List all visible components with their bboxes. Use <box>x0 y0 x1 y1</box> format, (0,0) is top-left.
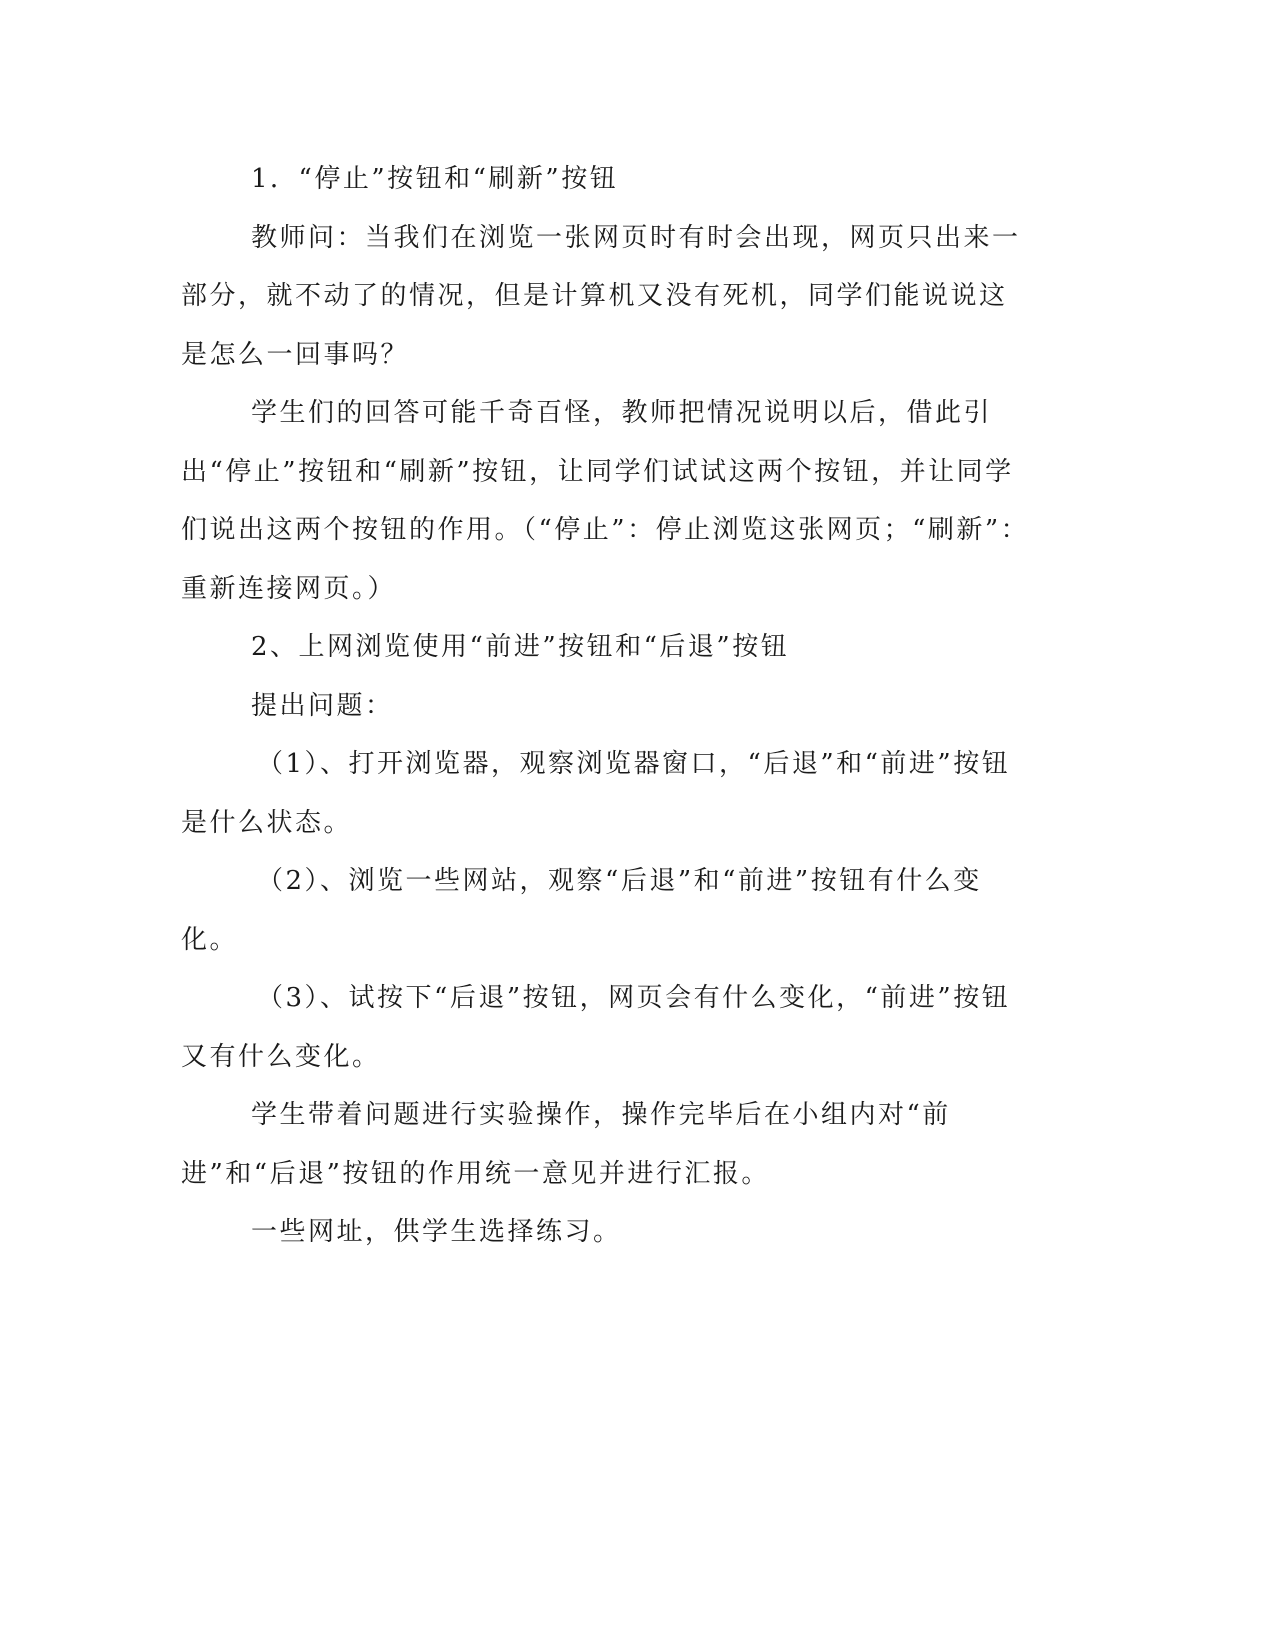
teacher-question-paragraph: 教师问：当我们在浏览一张网页时有时会出现，网页只出来一部分，就不动了的情况，但是计算机又没有死机，同学们能说说这是怎么一回事吗？ <box>181 222 1021 370</box>
heading-stop-refresh: 1．“停止”按钮和“刷新”按钮 <box>251 164 619 194</box>
document-page <box>181 150 1031 1262</box>
question-1: （1）、打开浏览器，观察浏览器窗口，“后退”和“前进”按钮是什么状态。 <box>181 749 1011 838</box>
student-answer-paragraph: 学生们的回答可能千奇百怪，教师把情况说明以后，借此引出“停止”按钮和“刷新”按钮，让同学们试试这两个按钮，并让同学们说出这两个按钮的作用。（“停止”：停止浏览这张网页；“刷新”：重新连接网页。） <box>181 398 1030 604</box>
experiment-paragraph: 学生带着问题进行实验操作，操作完毕后在小组内对“前进”和“后退”按钮的作用统一意见并进行汇报。 <box>181 1100 951 1189</box>
raise-questions-label: 提出问题： <box>251 690 394 721</box>
practice-urls-paragraph: 一些网址，供学生选择练习。 <box>251 1217 622 1247</box>
heading-forward-back: 2、上网浏览使用“前进”按钮和“后退”按钮 <box>251 632 790 662</box>
question-2: （2）、浏览一些网站，观察“后退”和“前进”按钮有什么变化。 <box>181 866 982 955</box>
question-3: （3）、试按下“后退”按钮，网页会有什么变化，“前进”按钮又有什么变化。 <box>181 983 1011 1072</box>
